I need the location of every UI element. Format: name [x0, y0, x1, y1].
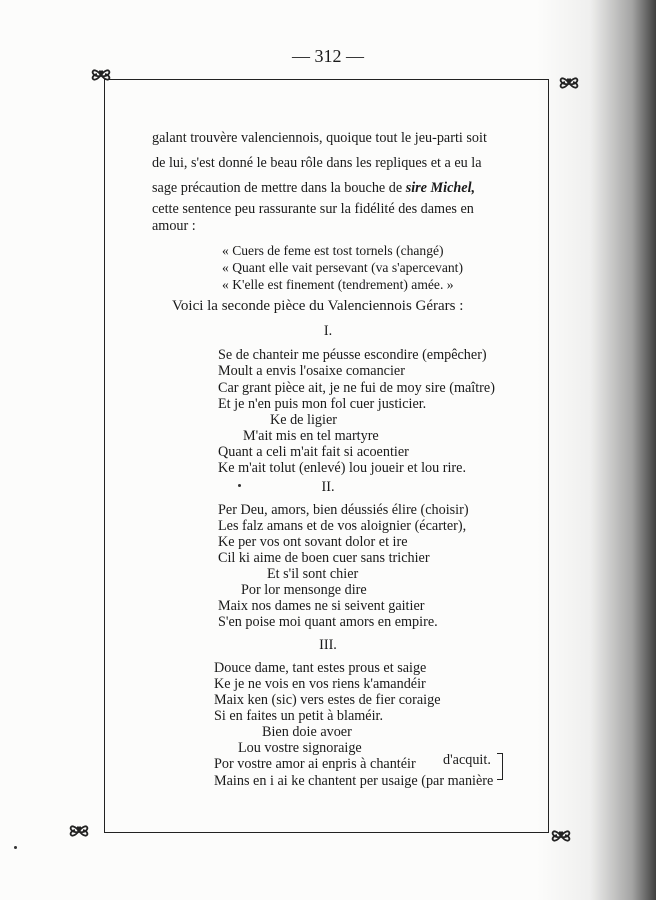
stanza-numeral: III.: [319, 637, 337, 653]
paragraph-line: galant trouvère valenciennois, quoique tout le jeu-parti soit: [152, 130, 487, 146]
verse-line: Ke per vos ont sovant dolor et ire: [218, 534, 408, 550]
emphasis-name: sire Michel,: [405, 180, 476, 196]
verse-line: S'en poise moi quant amors en empire.: [218, 614, 438, 630]
verse-line: Per Deu, amors, bien déussiés élire (choisir): [218, 502, 469, 518]
verse-line: Bien doie avoer: [262, 724, 352, 740]
verse-line: Ke de ligier: [270, 412, 337, 428]
corner-ornament-top-left-icon: [88, 62, 114, 88]
paragraph-line: de lui, s'est donné le beau rôle dans les repliques et a eu la: [152, 155, 482, 171]
verse-line: Ke je ne vois en vos riens k'amandéir: [214, 676, 426, 692]
verse-line: Cil ki aime de boen cuer sans trichier: [218, 550, 430, 566]
verse-line: Mains en i ai ke chantent per usaige (par manière: [214, 773, 494, 789]
corner-ornament-bottom-right-icon: [548, 823, 574, 849]
verse-line: Et s'il sont chier: [267, 566, 359, 582]
paragraph-line: [152, 180, 475, 197]
paragraph-line: cette sentence peu rassurante sur la fidélité des dames en: [152, 201, 474, 217]
verse-line: Ke m'ait tolut (enlevé) lou joueir et lou rire.: [218, 460, 466, 476]
quote-line: « Quant elle vait persevant (va s'apercevant): [222, 260, 463, 275]
paragraph-line: amour :: [152, 218, 196, 234]
verse-line: Se de chanteir me péusse escondire (empêcher): [218, 347, 487, 363]
quote-line: « Cuers de feme est tost tornels (changé): [222, 243, 444, 258]
quote-line: « K'elle est finement (tendrement) amée. »: [222, 277, 454, 292]
verse-line: Car grant pièce ait, je ne fui de moy sire (maître): [218, 380, 495, 396]
intro-line: Voici la seconde pièce du Valenciennois Gérars :: [172, 298, 464, 314]
stanza-numeral: I.: [323, 323, 333, 339]
stanza-numeral: II.: [321, 479, 335, 495]
verse-line: Si en faites un petit à blaméir.: [214, 708, 384, 724]
ink-speck: [14, 846, 17, 849]
corner-ornament-bottom-left-icon: [66, 818, 92, 844]
verse-line: Douce dame, tant estes prous et saige: [214, 660, 427, 676]
verse-line: Et je n'en puis mon fol cuer justicier.: [218, 396, 427, 412]
verse-line: Maix ken (sic) vers estes de fier coraige: [214, 692, 441, 708]
closing-bracket: [497, 753, 503, 780]
verse-line: Quant a celi m'ait fait si acoentier: [218, 444, 409, 460]
paragraph-text: sage précaution de mettre dans la bouche de: [152, 180, 403, 196]
binding-shadow: [536, 0, 656, 900]
verse-line: Lou vostre signoraige: [238, 740, 362, 756]
verse-line: Maix nos dames ne si seivent gaitier: [218, 598, 425, 614]
verse-line: Por lor mensonge dire: [241, 582, 367, 598]
verse-line: Moult a envis l'osaixe comancier: [218, 363, 405, 379]
verse-line: Les falz amans et de vos aloignier (écarter),: [218, 518, 467, 534]
corner-ornament-top-right-icon: [556, 70, 582, 96]
verse-line: M'ait mis en tel martyre: [243, 428, 379, 444]
verse-line: Por vostre amor ai enpris à chantéir: [214, 756, 416, 772]
page-number: — 312 —: [292, 46, 364, 66]
margin-note: d'acquit.: [443, 752, 491, 768]
